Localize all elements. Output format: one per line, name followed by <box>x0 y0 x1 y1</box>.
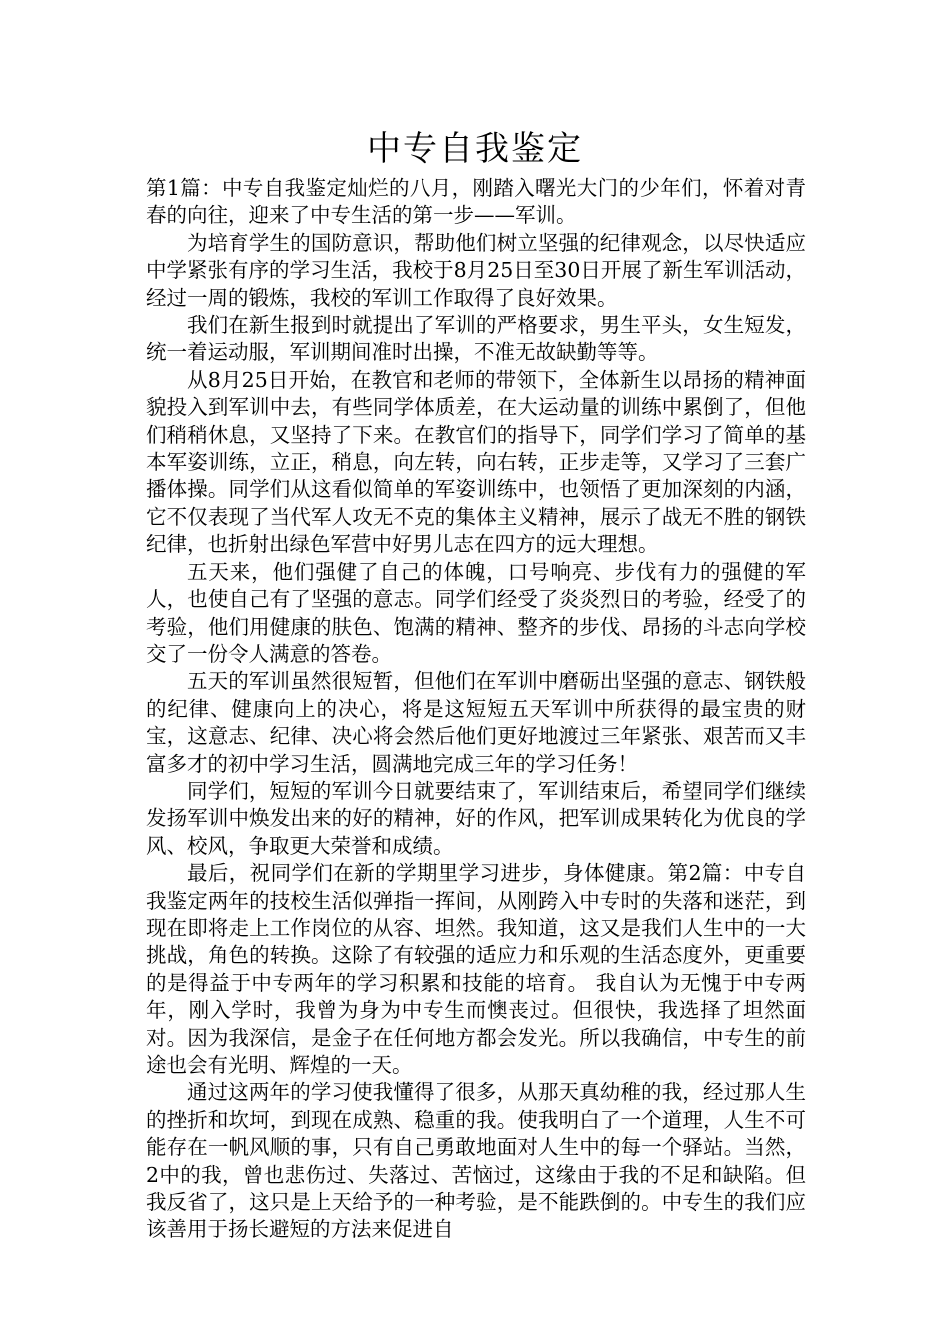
document-title: 中专自我鉴定 <box>367 129 583 169</box>
body-paragraph: 最后，祝同学们在新的学期里学习进步，身体健康。第2篇：中专自我鉴定两年的技校生活似弹指一挥间，从刚跨入中专时的失落和迷茫，到现在即将走上工作岗位的从容、坦然。我知道，这又是我们人生中的一大挑战，角色的转换。这除了有较强的适应力和乐观的生活态度外，更重要的是得益于中专两年的学习积累和技能的培育。 我自认为无愧于中专两年，刚入学时，我曾为身为中专生而懊丧过。但很快，我选择了坦然面对。因为我深信，是金子在任何地方都会发光。所以我确信，中专生的前途也会有光明、辉煌的一天。 <box>146 861 806 1077</box>
body-paragraph: 五天的军训虽然很短暂，但他们在军训中磨砺出坚强的意志、钢铁般的纪律、健康向上的决心，将是这短短五天军训中所获得的最宝贵的财宝，这意志、纪律、决心将会然后他们更好地渡过三年紧张、艰苦而又丰富多才的初中学习生活，圆满地完成三年的学习任务！ <box>146 669 806 776</box>
body-paragraph: 五天来，他们强健了自己的体魄，口号响亮、步伐有力的强健的军人，也使自己有了坚强的意志。同学们经受了炎炎烈日的考验，经受了的考验，他们用健康的肤色、饱满的精神、整齐的步伐、昂扬的斗志向学校交了一份令人满意的答卷。 <box>146 559 806 666</box>
body-paragraph: 从8月25日开始，在教官和老师的带领下，全体新生以昂扬的精神面貌投入到军训中去，有些同学体质差，在大运动量的训练中累倒了，但他们稍稍休息，又坚持了下来。在教官们的指导下，同学们学习了简单的基本军姿训练，立正，稍息，向左转，向右转，正步走等，又学习了三套广播体操。同学们从这看似简单的军姿训练中，也领悟了更加深刻的内涵，它不仅表现了当代军人攻无不克的集体主义精神，展示了战无不胜的钢铁纪律，也折射出绿色军营中好男儿志在四方的远大理想。 <box>146 367 806 557</box>
body-paragraph: 为培育学生的国防意识，帮助他们树立坚强的纪律观念，以尽快适应中学紧张有序的学习生活，我校于8月25日至30日开展了新生军训活动，经过一周的锻炼，我校的军训工作取得了良好效果。 <box>146 230 806 310</box>
body-paragraph: 通过这两年的学习使我懂得了很多，从那天真幼稚的我，经过那人生的挫折和坎坷，到现在成熟、稳重的我。使我明白了一个道理，人生不可能存在一帆风顺的事，只有自己勇敢地面对人生中的每一个驿站。当然，2中的我，曾也悲伤过、失落过、苦恼过，这缘由于我的不足和缺陷。但我反省了，这只是上天给予的一种考验，是不能跌倒的。中专生的我们应该善用于扬长避短的方法来促进自 <box>146 1080 806 1242</box>
body-paragraph: 第1篇：中专自我鉴定灿烂的八月，刚踏入曙光大门的少年们，怀着对青春的向往，迎来了中专生活的第一步——军训。 <box>146 176 806 228</box>
body-paragraph: 同学们，短短的军训今日就要结束了，军训结束后，希望同学们继续发扬军训中焕发出来的好的精神，好的作风，把军训成果转化为优良的学风、校风，争取更大荣誉和成绩。 <box>146 778 806 858</box>
body-paragraph: 我们在新生报到时就提出了军训的严格要求，男生平头，女生短发，统一着运动服，军训期间准时出操，不准无故缺勤等等。 <box>146 313 806 365</box>
document-body <box>146 175 806 1244</box>
